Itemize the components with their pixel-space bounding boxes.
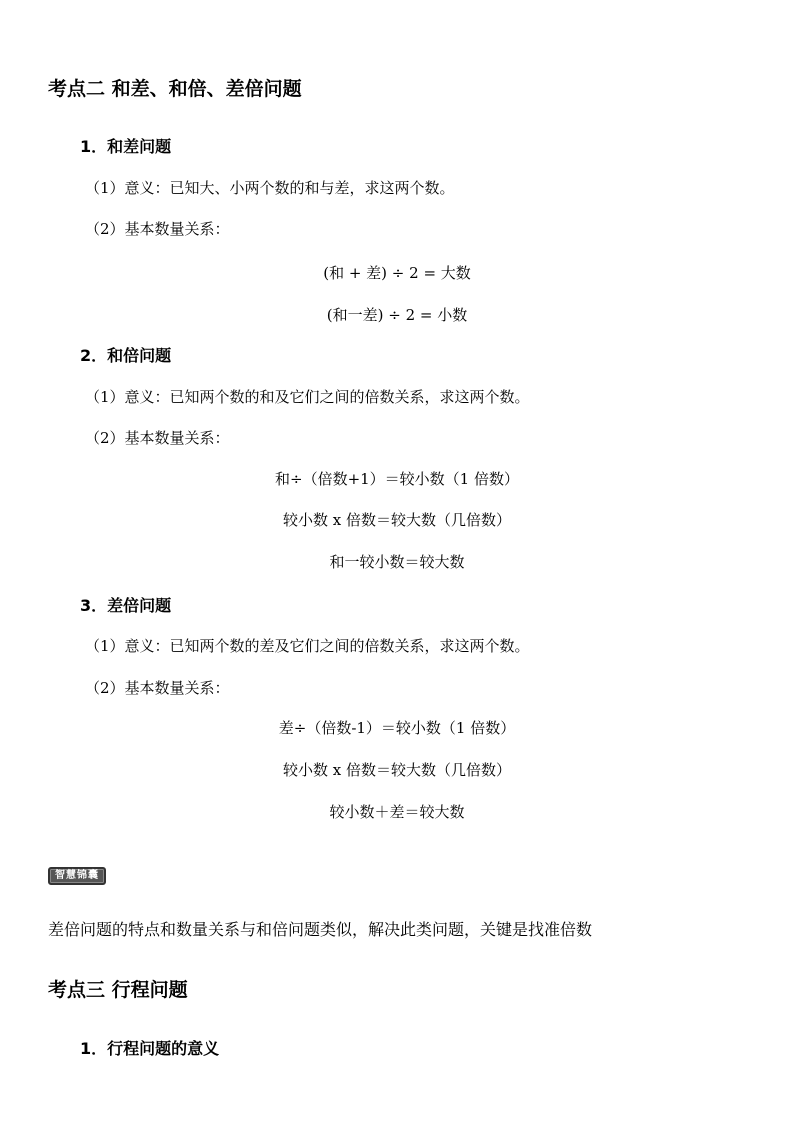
sum-difference-relation-label: （2）基本数量关系： xyxy=(85,220,230,238)
formula-small-number: (和一差) ÷ 2 = 小数 xyxy=(326,306,468,324)
difference-multiple-relation-label: （2）基本数量关系： xyxy=(85,679,230,697)
wisdom-tips-badge: 智慧锦囊 xyxy=(48,867,106,885)
sum-multiple-formula-3: 和一较小数＝较大数 xyxy=(329,553,465,571)
tip-text: 差倍问题的特点和数量关系与和倍问题类似，解决此类问题，关键是找准倍数 xyxy=(48,920,593,939)
difference-multiple-heading: 3．差倍问题 xyxy=(80,596,172,615)
sum-multiple-formula-2: 较小数 x 倍数＝较大数（几倍数） xyxy=(283,511,511,529)
sum-difference-meaning: （1）意义：已知大、小两个数的和与差，求这两个数。 xyxy=(85,179,455,197)
difference-multiple-formula-3: 较小数＋差＝较大数 xyxy=(329,803,465,821)
sum-multiple-heading: 2．和倍问题 xyxy=(80,346,172,365)
difference-multiple-formula-2: 较小数 x 倍数＝较大数（几倍数） xyxy=(283,761,511,779)
sum-multiple-meaning: （1）意义：已知两个数的和及它们之间的倍数关系，求这两个数。 xyxy=(85,388,530,406)
difference-multiple-meaning: （1）意义：已知两个数的差及它们之间的倍数关系，求这两个数。 xyxy=(85,637,530,655)
section-3-title: 考点三 行程问题 xyxy=(48,979,188,1001)
sum-difference-heading: 1．和差问题 xyxy=(80,137,172,156)
sum-multiple-formula-1: 和÷（倍数+1）＝较小数（1 倍数） xyxy=(275,470,519,488)
sum-multiple-relation-label: （2）基本数量关系： xyxy=(85,429,230,447)
section-2-title: 考点二 和差、和倍、差倍问题 xyxy=(48,78,302,100)
difference-multiple-formula-1: 差÷（倍数-1）＝较小数（1 倍数） xyxy=(278,719,516,737)
travel-problem-heading: 1．行程问题的意义 xyxy=(80,1039,220,1058)
formula-large-number: (和 + 差) ÷ 2 = 大数 xyxy=(323,264,471,282)
